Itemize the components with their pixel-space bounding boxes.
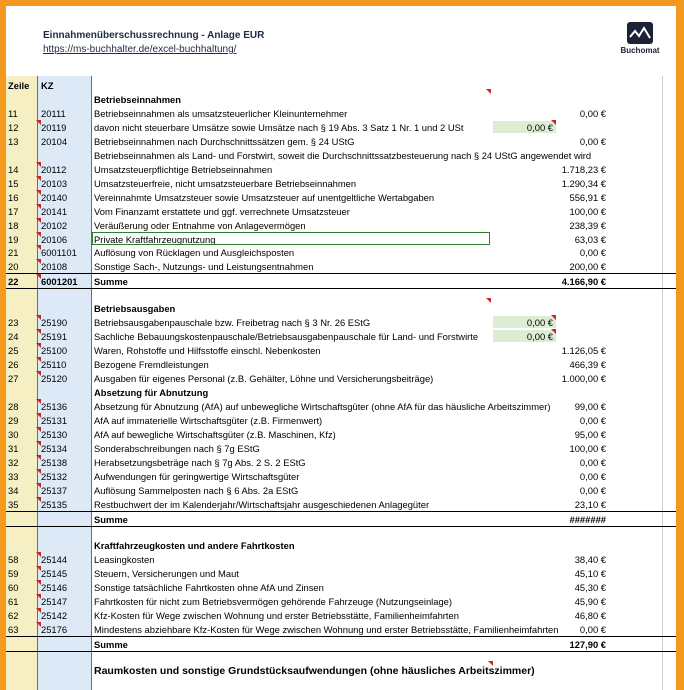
value-cell[interactable]: 200,00 € bbox=[569, 261, 606, 273]
kz-cell[interactable]: 25190 bbox=[41, 317, 68, 329]
value-cell[interactable]: 0,00 € bbox=[579, 484, 606, 496]
description-cell[interactable]: Betriebseinnahmen als Land- und Forstwirt, soweit die Durchschnittssatzbesteuerung nach § 24 UStG angewendet wird bbox=[94, 149, 592, 161]
table-row bbox=[6, 608, 676, 622]
comment-indicator-icon[interactable] bbox=[488, 661, 493, 666]
kz-header: KZ bbox=[41, 80, 54, 91]
comment-indicator-icon[interactable] bbox=[36, 552, 41, 557]
value-cell[interactable]: 63,03 € bbox=[574, 233, 606, 245]
section-header-row bbox=[6, 664, 676, 678]
comment-indicator-icon[interactable] bbox=[36, 497, 41, 502]
zeile-cell[interactable]: 29 bbox=[8, 414, 19, 426]
website-link[interactable]: https://ms-buchhalter.de/excel-buchhaltung/ bbox=[43, 44, 237, 55]
kz-cell[interactable]: 25147 bbox=[41, 596, 68, 608]
table-row bbox=[6, 497, 676, 511]
kz-cell[interactable]: 6001201 bbox=[41, 276, 78, 288]
column-header-row bbox=[6, 78, 676, 92]
zeile-cell[interactable]: 14 bbox=[8, 163, 19, 175]
table-row bbox=[6, 232, 676, 246]
table-row bbox=[6, 566, 676, 580]
kz-cell[interactable]: 25142 bbox=[41, 610, 68, 622]
kz-cell[interactable]: 20112 bbox=[41, 163, 67, 175]
description-cell[interactable]: Fahrtkosten für nicht zum Betriebsvermögen gehörende Fahrzeuge (Nutzungseinlage) bbox=[94, 596, 453, 608]
sheet-header bbox=[6, 6, 676, 76]
description-cell[interactable]: Auflösung Sammelposten nach § 6 Abs. 2a EStG bbox=[94, 484, 299, 496]
table-row bbox=[6, 245, 676, 259]
comment-indicator-icon[interactable] bbox=[551, 315, 556, 320]
sheet-title: Einnahmenüberschussrechnung - Anlage EUR bbox=[43, 30, 265, 41]
section-header-row bbox=[6, 92, 676, 106]
kz-cell[interactable]: 25176 bbox=[41, 624, 68, 636]
value-cell[interactable]: 1.126,05 € bbox=[561, 345, 606, 357]
value-cell[interactable]: 0,00 € bbox=[579, 414, 606, 426]
comment-indicator-icon[interactable] bbox=[36, 204, 41, 209]
zeile-cell[interactable]: 24 bbox=[8, 331, 19, 343]
description-cell[interactable]: Steuern, Versicherungen und Maut bbox=[94, 568, 239, 580]
value-cell[interactable]: 46,80 € bbox=[574, 610, 606, 622]
comment-indicator-icon[interactable] bbox=[36, 413, 41, 418]
table-row bbox=[6, 148, 676, 162]
kz-cell[interactable]: 20106 bbox=[41, 233, 68, 245]
zeile-cell[interactable]: 19 bbox=[8, 233, 19, 245]
kz-cell[interactable]: 25120 bbox=[41, 373, 68, 384]
description-cell[interactable]: Summe bbox=[94, 276, 128, 288]
kz-cell[interactable]: 25130 bbox=[41, 428, 68, 440]
zeile-cell[interactable]: 26 bbox=[8, 359, 19, 371]
description-cell[interactable]: Umsatzsteuerpflichtige Betriebseinnahmen bbox=[94, 163, 273, 175]
description-cell[interactable]: davon nicht steuerbare Umsätze sowie Umsätze nach § 19 Abs. 3 Satz 1 Nr. 1 und 2 USt bbox=[94, 121, 464, 133]
table-row bbox=[6, 315, 676, 329]
chart-logo-icon bbox=[627, 22, 653, 44]
section-header-row bbox=[6, 385, 676, 399]
zeile-cell[interactable]: 27 bbox=[8, 373, 19, 384]
table-row bbox=[6, 413, 676, 427]
table-row bbox=[6, 441, 676, 455]
kz-cell[interactable]: 20103 bbox=[41, 177, 68, 189]
kz-cell[interactable]: 6001101 bbox=[41, 247, 77, 259]
spreadsheet-frame bbox=[6, 6, 676, 690]
value-cell[interactable]: 45,10 € bbox=[574, 568, 606, 580]
table-row bbox=[6, 399, 676, 413]
table-row bbox=[6, 552, 676, 566]
buchomat-logo bbox=[618, 22, 662, 55]
comment-indicator-icon[interactable] bbox=[36, 371, 41, 376]
description-cell[interactable]: Absetzung für Abnutzung (AfA) auf unbewegliche Wirtschaftsgüter (ohne AfA für das häusliche Arbeitszimmer) bbox=[94, 400, 551, 412]
zeile-cell[interactable]: 13 bbox=[8, 135, 19, 147]
table-row bbox=[6, 329, 676, 343]
table-row bbox=[6, 343, 676, 357]
value-cell[interactable]: 1.290,34 € bbox=[561, 177, 606, 189]
description-cell[interactable]: Sonderabschreibungen nach § 7g EStG bbox=[94, 442, 260, 454]
table-row bbox=[6, 580, 676, 594]
zeile-cell[interactable]: 16 bbox=[8, 191, 19, 203]
value-cell[interactable]: 99,00 € bbox=[574, 400, 606, 412]
description-cell[interactable]: Summe bbox=[94, 513, 128, 525]
comment-indicator-icon[interactable] bbox=[36, 162, 41, 167]
zeile-cell[interactable]: 18 bbox=[8, 219, 19, 231]
zeile-cell[interactable]: 25 bbox=[8, 345, 19, 357]
kz-cell[interactable]: 25137 bbox=[41, 484, 68, 496]
comment-indicator-icon[interactable] bbox=[36, 315, 41, 320]
zeile-cell[interactable]: 17 bbox=[8, 205, 19, 217]
table-row bbox=[6, 259, 676, 273]
zeile-cell[interactable]: 20 bbox=[8, 261, 19, 273]
kz-cell[interactable]: 20104 bbox=[41, 135, 68, 147]
comment-indicator-icon[interactable] bbox=[36, 190, 41, 195]
comment-indicator-icon[interactable] bbox=[36, 427, 41, 432]
description-cell[interactable]: Waren, Rohstoffe und Hilfsstoffe einschl. Nebenkosten bbox=[94, 345, 321, 357]
description-cell[interactable]: Auflösung von Rücklagen und Ausgleichsposten bbox=[94, 247, 295, 259]
table-row bbox=[6, 483, 676, 497]
kz-cell[interactable]: 20108 bbox=[41, 261, 68, 273]
table-row bbox=[6, 120, 676, 134]
table-row bbox=[6, 176, 676, 190]
description-cell[interactable]: Private Kraftfahrzeugnutzung bbox=[94, 233, 216, 245]
zeile-cell[interactable]: 28 bbox=[8, 400, 19, 412]
description-cell[interactable]: Summe bbox=[94, 639, 128, 651]
value-cell[interactable]: 1.718,23 € bbox=[561, 163, 606, 175]
value-cell[interactable]: 100,00 € bbox=[569, 205, 606, 217]
description-cell[interactable]: Betriebseinnahmen nach Durchschnittssätzen gem. § 24 UStG bbox=[94, 135, 355, 147]
value-cell[interactable]: 0,00 € bbox=[579, 470, 606, 482]
zeile-cell[interactable]: 23 bbox=[8, 317, 19, 329]
table-row bbox=[6, 524, 676, 538]
description-cell[interactable]: Betriebseinnahmen bbox=[94, 94, 182, 105]
table-row bbox=[6, 455, 676, 469]
description-cell[interactable]: Leasingkosten bbox=[94, 554, 155, 566]
comment-indicator-icon[interactable] bbox=[36, 357, 41, 362]
description-cell[interactable]: Veräußerung oder Entnahme von Anlagevermögen bbox=[94, 219, 306, 231]
description-cell[interactable]: Sachliche Bebauungskostenpauschale/Betriebsausgabenpauschale für Land- und Forstwirte bbox=[94, 331, 479, 343]
description-cell[interactable]: Kfz-Kosten für Wege zwischen Wohnung und erster Betriebsstätte, Familienheimfahrten bbox=[94, 610, 459, 622]
comment-indicator-icon[interactable] bbox=[551, 120, 556, 125]
table-row bbox=[6, 190, 676, 204]
zeile-cell[interactable]: 33 bbox=[8, 470, 19, 482]
description-cell[interactable]: Umsatzsteuerfreie, nicht umsatzsteuerbare Betriebseinnahmen bbox=[94, 177, 357, 189]
kz-cell[interactable]: 25131 bbox=[41, 414, 68, 426]
comment-indicator-icon[interactable] bbox=[36, 274, 41, 279]
value-cell[interactable]: 466,39 € bbox=[569, 359, 606, 371]
description-cell[interactable]: Sonstige tatsächliche Fahrtkosten ohne AfA und Zinsen bbox=[94, 582, 324, 594]
zeile-cell[interactable]: 32 bbox=[8, 456, 19, 468]
comment-indicator-icon[interactable] bbox=[36, 259, 41, 264]
description-cell[interactable]: Sonstige Sach-, Nutzungs- und Leistungsentnahmen bbox=[94, 261, 314, 273]
comment-indicator-icon[interactable] bbox=[36, 399, 41, 404]
value-cell[interactable]: 23,10 € bbox=[574, 498, 606, 510]
kz-cell[interactable]: 25132 bbox=[41, 470, 68, 482]
description-cell[interactable]: Herabsetzungsbeträge nach § 7g Abs. 2 S. 2 EStG bbox=[94, 456, 306, 468]
comment-indicator-icon[interactable] bbox=[36, 343, 41, 348]
comment-indicator-icon[interactable] bbox=[36, 580, 41, 585]
description-cell[interactable]: AfA auf bewegliche Wirtschaftsgüter (z.B. Maschinen, Kfz) bbox=[94, 428, 336, 440]
kz-cell[interactable]: 25110 bbox=[41, 359, 67, 371]
kz-cell[interactable]: 25138 bbox=[41, 456, 68, 468]
table-row bbox=[6, 357, 676, 371]
description-cell[interactable]: Betriebsausgaben bbox=[94, 303, 176, 315]
comment-indicator-icon[interactable] bbox=[551, 329, 556, 334]
input-value-cell[interactable]: 0,00 € bbox=[493, 330, 556, 342]
kz-cell[interactable]: 20111 bbox=[41, 107, 66, 119]
comment-indicator-icon[interactable] bbox=[36, 594, 41, 599]
value-cell[interactable]: 0,00 € bbox=[579, 247, 606, 259]
value-cell[interactable]: 127,90 € bbox=[569, 639, 606, 651]
table-row bbox=[6, 218, 676, 232]
zeile-cell[interactable]: 63 bbox=[8, 624, 19, 636]
table-row bbox=[6, 371, 676, 385]
zeile-cell[interactable]: 31 bbox=[8, 442, 19, 454]
kz-cell[interactable]: 20141 bbox=[41, 205, 68, 217]
table-row bbox=[6, 106, 676, 120]
zeile-cell[interactable]: 61 bbox=[8, 596, 19, 608]
kz-cell[interactable]: 20102 bbox=[41, 219, 68, 231]
zeile-cell[interactable]: 22 bbox=[8, 276, 19, 288]
zeile-cell[interactable]: 34 bbox=[8, 484, 19, 496]
kz-cell[interactable]: 25134 bbox=[41, 442, 68, 454]
description-cell[interactable]: Vom Finanzamt erstattete und ggf. verrechnete Umsatzsteuer bbox=[94, 205, 350, 217]
value-cell[interactable]: 4.166,90 € bbox=[561, 276, 606, 288]
comment-indicator-icon[interactable] bbox=[36, 245, 41, 250]
comment-indicator-icon[interactable] bbox=[36, 329, 41, 334]
kz-cell[interactable]: 25144 bbox=[41, 554, 68, 566]
kz-cell[interactable]: 25136 bbox=[41, 400, 68, 412]
value-cell[interactable]: 238,39 € bbox=[569, 219, 606, 231]
comment-indicator-icon[interactable] bbox=[36, 622, 41, 627]
zeile-cell[interactable]: 58 bbox=[8, 554, 19, 566]
zeile-cell[interactable]: 30 bbox=[8, 428, 19, 440]
description-cell[interactable]: Betriebsausgabenpauschale bzw. Freibetrag nach § 3 Nr. 26 EStG bbox=[94, 317, 371, 329]
table-row bbox=[6, 204, 676, 218]
zeile-cell[interactable]: 62 bbox=[8, 610, 19, 622]
table-row bbox=[6, 622, 676, 636]
zeile-cell[interactable]: 59 bbox=[8, 568, 19, 580]
value-cell[interactable]: 0,00 € bbox=[579, 456, 606, 468]
zeile-cell[interactable]: 35 bbox=[8, 498, 19, 510]
table-row bbox=[6, 427, 676, 441]
kz-cell[interactable]: 25135 bbox=[41, 498, 68, 510]
description-cell[interactable]: Ausgaben für eigenes Personal (z.B. Gehälter, Löhne und Versicherungsbeiträge) bbox=[94, 373, 434, 384]
kz-cell[interactable]: 25191 bbox=[41, 331, 68, 343]
section-header-row bbox=[6, 301, 676, 315]
comment-indicator-icon[interactable] bbox=[36, 176, 41, 181]
input-value-cell[interactable]: 0,00 € bbox=[493, 316, 556, 328]
value-cell[interactable]: 0,00 € bbox=[579, 135, 606, 147]
comment-indicator-icon[interactable] bbox=[486, 89, 491, 94]
value-cell[interactable]: 556,91 € bbox=[569, 191, 606, 203]
description-cell[interactable]: Kraftfahrzeugkosten und andere Fahrtkosten bbox=[94, 540, 295, 552]
zeile-cell[interactable]: 11 bbox=[8, 107, 18, 119]
zeile-header: Zeile bbox=[8, 80, 30, 91]
description-cell[interactable]: Raumkosten und sonstige Grundstücksaufwendungen (ohne häusliches Arbeitszimmer) bbox=[94, 664, 535, 677]
selected-cell-outline[interactable] bbox=[92, 232, 490, 245]
comment-indicator-icon[interactable] bbox=[36, 483, 41, 488]
comment-indicator-icon[interactable] bbox=[36, 232, 41, 237]
description-cell[interactable]: Betriebseinnahmen als umsatzsteuerlicher Kleinunternehmer bbox=[94, 107, 348, 119]
logo-label: Buchomat bbox=[620, 46, 660, 55]
zeile-cell[interactable]: 12 bbox=[8, 121, 19, 133]
zeile-cell[interactable]: 21 bbox=[8, 247, 19, 259]
value-cell[interactable]: 45,90 € bbox=[574, 596, 606, 608]
table-row bbox=[6, 134, 676, 148]
description-cell[interactable]: Mindestens abziehbare Kfz-Kosten für Wege zwischen Wohnung und erster Betriebsstätte, Familienheimfahrten bbox=[94, 624, 559, 636]
kz-cell[interactable]: 25100 bbox=[41, 345, 68, 357]
table-row bbox=[6, 650, 676, 664]
zeile-cell[interactable]: 60 bbox=[8, 582, 19, 594]
kz-cell[interactable]: 25146 bbox=[41, 582, 68, 594]
value-cell[interactable]: 0,00 € bbox=[579, 107, 606, 119]
description-cell[interactable]: Absetzung für Abnutzung bbox=[94, 386, 209, 398]
sheet-grid bbox=[6, 76, 676, 690]
value-cell[interactable]: 45,30 € bbox=[574, 582, 606, 594]
table-row bbox=[6, 469, 676, 483]
zeile-cell[interactable]: 15 bbox=[8, 177, 19, 189]
value-cell[interactable]: 100,00 € bbox=[569, 442, 606, 454]
value-cell[interactable]: 38,40 € bbox=[574, 554, 606, 566]
value-cell[interactable]: 1.000,00 € bbox=[561, 373, 606, 384]
kz-cell[interactable]: 20140 bbox=[41, 191, 68, 203]
table-row bbox=[6, 162, 676, 176]
value-cell[interactable]: ####### bbox=[569, 513, 606, 525]
table-row bbox=[6, 287, 676, 301]
description-cell[interactable]: Bezogene Fremdleistungen bbox=[94, 359, 209, 371]
comment-indicator-icon[interactable] bbox=[486, 298, 491, 303]
section-header-row bbox=[6, 538, 676, 552]
comment-indicator-icon[interactable] bbox=[36, 469, 41, 474]
kz-cell[interactable]: 20119 bbox=[41, 121, 67, 133]
comment-indicator-icon[interactable] bbox=[36, 455, 41, 460]
value-cell[interactable]: 95,00 € bbox=[574, 428, 606, 440]
value-cell[interactable]: 0,00 € bbox=[579, 624, 606, 636]
comment-indicator-icon[interactable] bbox=[36, 566, 41, 571]
comment-indicator-icon[interactable] bbox=[36, 120, 41, 125]
description-cell[interactable]: AfA auf immaterielle Wirtschaftsgüter (z.B. Firmenwert) bbox=[94, 414, 323, 426]
kz-cell[interactable]: 25145 bbox=[41, 568, 68, 580]
description-cell[interactable]: Aufwendungen für geringwertige Wirtschaftsgüter bbox=[94, 470, 300, 482]
table-row bbox=[6, 594, 676, 608]
input-value-cell[interactable]: 0,00 € bbox=[493, 121, 556, 133]
description-cell[interactable]: Vereinnahmte Umsatzsteuer sowie Umsatzsteuer auf unentgeltliche Wertabgaben bbox=[94, 191, 435, 203]
description-cell[interactable]: Restbuchwert der im Kalenderjahr/Wirtschaftsjahr ausgeschiedenen Anlagegüter bbox=[94, 498, 430, 510]
comment-indicator-icon[interactable] bbox=[36, 441, 41, 446]
comment-indicator-icon[interactable] bbox=[36, 608, 41, 613]
comment-indicator-icon[interactable] bbox=[36, 218, 41, 223]
